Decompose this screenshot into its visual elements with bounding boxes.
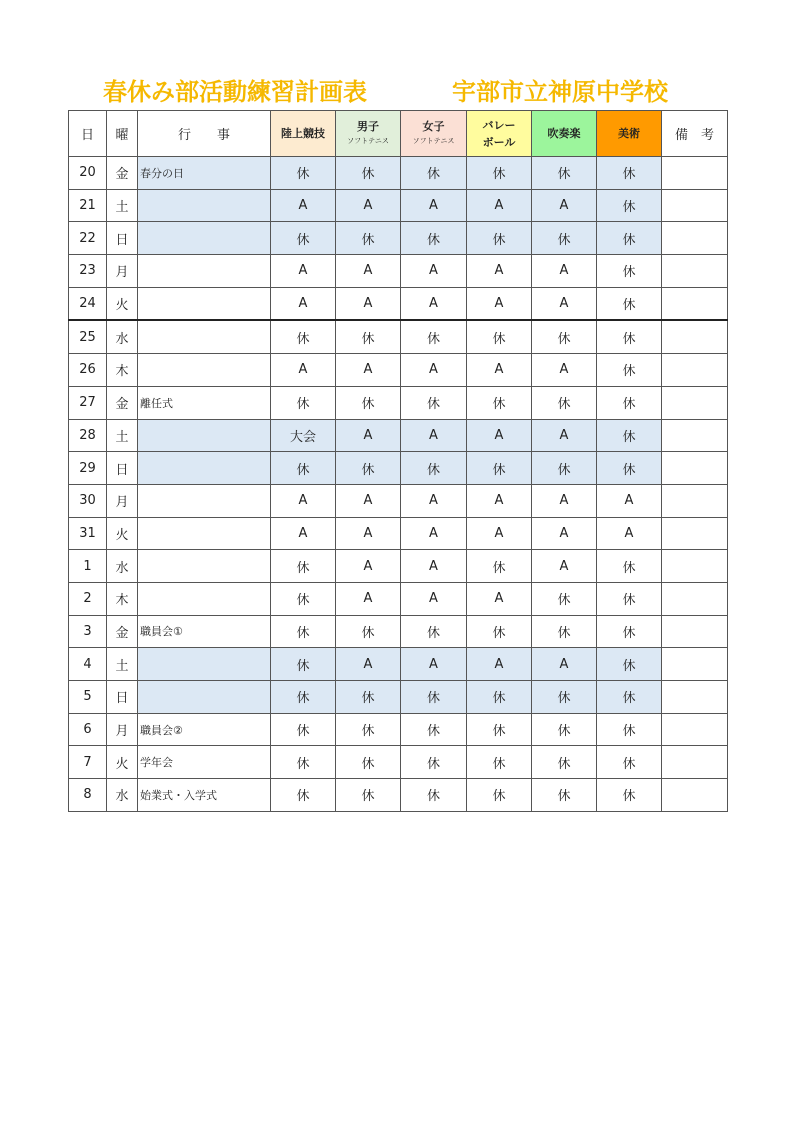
event-cell: 学年会 (138, 746, 271, 779)
weekday-cell: 土 (107, 648, 138, 681)
club-status-cell: 休 (532, 452, 597, 485)
event-cell (138, 354, 271, 387)
club-status-cell: 休 (271, 648, 336, 681)
notes-cell (662, 452, 728, 485)
club-status-cell: A (401, 484, 467, 517)
weekday-cell: 水 (107, 779, 138, 812)
club-status-cell: 休 (401, 746, 467, 779)
club-name: 男子 (357, 119, 379, 133)
table-row (69, 320, 728, 353)
notes-cell (662, 550, 728, 583)
club-status-cell: A (336, 484, 401, 517)
club-status-cell: 休 (271, 452, 336, 485)
club-status-cell: 休 (532, 746, 597, 779)
day-cell: 29 (69, 452, 107, 485)
club-status-cell: 休 (532, 222, 597, 255)
club-status-cell: A (271, 484, 336, 517)
notes-cell (662, 484, 728, 517)
club-status-cell: A (597, 484, 662, 517)
club-status-cell: A (597, 517, 662, 550)
day-cell: 2 (69, 582, 107, 615)
club-status-cell: A (467, 287, 532, 320)
header-club-girls-tennis (401, 111, 467, 157)
event-cell: 職員会① (138, 615, 271, 648)
header-club-volleyball (467, 111, 532, 157)
club-status-cell: 休 (467, 452, 532, 485)
table-row (69, 386, 728, 419)
schedule-table (68, 110, 728, 812)
day-cell: 1 (69, 550, 107, 583)
club-status-cell: 休 (401, 386, 467, 419)
weekday-cell: 金 (107, 615, 138, 648)
club-status-cell: A (401, 189, 467, 222)
weekday-cell: 金 (107, 386, 138, 419)
club-status-cell: 休 (336, 681, 401, 714)
table-row (69, 550, 728, 583)
club-status-cell: 休 (401, 681, 467, 714)
table-row (69, 681, 728, 714)
weekday-cell: 月 (107, 255, 138, 288)
day-cell: 3 (69, 615, 107, 648)
club-status-cell: 休 (467, 615, 532, 648)
notes-cell (662, 419, 728, 452)
club-status-cell: A (271, 287, 336, 320)
notes-cell (662, 681, 728, 714)
weekday-cell: 日 (107, 452, 138, 485)
day-cell: 26 (69, 354, 107, 387)
club-status-cell: A (532, 550, 597, 583)
club-status-cell: A (532, 419, 597, 452)
event-cell: 春分の日 (138, 157, 271, 190)
weekday-cell: 土 (107, 419, 138, 452)
club-status-cell: 休 (532, 779, 597, 812)
club-status-cell: A (271, 189, 336, 222)
club-status-cell: A (401, 550, 467, 583)
table-row (69, 484, 728, 517)
table-row (69, 189, 728, 222)
notes-cell (662, 386, 728, 419)
club-status-cell: A (401, 517, 467, 550)
event-cell (138, 648, 271, 681)
club-status-cell: 休 (597, 222, 662, 255)
club-status-cell: 休 (401, 615, 467, 648)
club-status-cell: A (467, 354, 532, 387)
club-status-cell: 休 (532, 615, 597, 648)
club-status-cell: 休 (597, 713, 662, 746)
notes-cell (662, 615, 728, 648)
header-row (69, 111, 728, 157)
club-status-cell: A (467, 255, 532, 288)
header-weekday: 曜 (107, 111, 138, 157)
notes-cell (662, 779, 728, 812)
event-cell (138, 582, 271, 615)
table-row (69, 582, 728, 615)
day-cell: 8 (69, 779, 107, 812)
weekday-cell: 水 (107, 320, 138, 353)
club-status-cell: 休 (271, 779, 336, 812)
club-status-cell: A (336, 189, 401, 222)
club-status-cell: A (336, 419, 401, 452)
day-cell: 25 (69, 320, 107, 353)
day-cell: 22 (69, 222, 107, 255)
header-club-track (271, 111, 336, 157)
club-status-cell: A (271, 354, 336, 387)
club-status-cell: 休 (597, 189, 662, 222)
day-cell: 28 (69, 419, 107, 452)
club-status-cell: A (467, 582, 532, 615)
club-status-cell: 休 (271, 550, 336, 583)
club-status-cell: A (532, 648, 597, 681)
event-cell: 始業式・入学式 (138, 779, 271, 812)
club-status-cell: A (467, 648, 532, 681)
club-status-cell: 休 (597, 615, 662, 648)
notes-cell (662, 746, 728, 779)
club-status-cell: 休 (597, 354, 662, 387)
table-row (69, 452, 728, 485)
day-cell: 6 (69, 713, 107, 746)
club-status-cell: A (532, 189, 597, 222)
club-status-cell: 休 (271, 746, 336, 779)
club-name: 美術 (618, 126, 640, 140)
club-status-cell: 休 (401, 222, 467, 255)
club-status-cell: 休 (271, 713, 336, 746)
club-status-cell: 休 (401, 157, 467, 190)
event-cell (138, 452, 271, 485)
club-status-cell: A (401, 255, 467, 288)
club-name: 女子 (422, 119, 445, 133)
club-status-cell: A (532, 517, 597, 550)
club-status-cell: 休 (271, 615, 336, 648)
table-row (69, 419, 728, 452)
club-status-cell: A (467, 517, 532, 550)
day-cell: 30 (69, 484, 107, 517)
club-subname: ソフトテニス (412, 136, 455, 145)
club-status-cell: 休 (467, 713, 532, 746)
schedule-title: 春休み部活動練習計画表 (103, 78, 367, 106)
club-status-cell: A (467, 484, 532, 517)
table-row (69, 615, 728, 648)
club-status-cell: A (336, 648, 401, 681)
weekday-cell: 日 (107, 681, 138, 714)
event-cell (138, 189, 271, 222)
table-row (69, 517, 728, 550)
club-status-cell: 休 (532, 157, 597, 190)
header-club-boys-tennis (336, 111, 401, 157)
club-status-cell: 休 (271, 582, 336, 615)
weekday-cell: 火 (107, 287, 138, 320)
club-status-cell: 休 (467, 157, 532, 190)
club-status-cell: A (336, 517, 401, 550)
club-status-cell: 休 (271, 320, 336, 353)
club-status-cell: A (401, 419, 467, 452)
club-status-cell: 休 (597, 648, 662, 681)
event-cell (138, 550, 271, 583)
weekday-cell: 火 (107, 746, 138, 779)
club-status-cell: 休 (532, 713, 597, 746)
club-status-cell: 休 (271, 157, 336, 190)
page-title (0, 72, 800, 108)
club-status-cell: 休 (336, 222, 401, 255)
weekday-cell: 水 (107, 550, 138, 583)
club-status-cell: 休 (597, 320, 662, 353)
notes-cell (662, 255, 728, 288)
table-row (69, 287, 728, 320)
header-day: 日 (69, 111, 107, 157)
club-status-cell: 休 (597, 287, 662, 320)
day-cell: 23 (69, 255, 107, 288)
club-status-cell: 休 (467, 779, 532, 812)
club-status-cell: 休 (336, 452, 401, 485)
notes-cell (662, 354, 728, 387)
club-status-cell: 休 (336, 615, 401, 648)
club-status-cell: A (532, 484, 597, 517)
club-name: 吹奏楽 (547, 126, 581, 140)
club-status-cell: 休 (597, 419, 662, 452)
club-status-cell: A (336, 255, 401, 288)
table-row (69, 648, 728, 681)
club-status-cell: A (532, 255, 597, 288)
club-status-cell: 休 (597, 452, 662, 485)
table-row (69, 746, 728, 779)
club-status-cell: 休 (271, 222, 336, 255)
club-name: 陸上競技 (281, 126, 325, 140)
club-status-cell: 休 (597, 157, 662, 190)
event-cell: 離任式 (138, 386, 271, 419)
notes-cell (662, 320, 728, 353)
table-row (69, 222, 728, 255)
club-status-cell: 休 (597, 255, 662, 288)
club-status-cell: 休 (532, 320, 597, 353)
table-row (69, 354, 728, 387)
club-status-cell: A (336, 550, 401, 583)
event-cell (138, 419, 271, 452)
club-status-cell: 休 (597, 746, 662, 779)
club-status-cell: 休 (467, 222, 532, 255)
header-club-art (597, 111, 662, 157)
school-name: 宇部市立神原中学校 (452, 78, 668, 106)
club-status-cell: 休 (336, 320, 401, 353)
club-status-cell: 休 (401, 452, 467, 485)
club-status-cell: 休 (532, 386, 597, 419)
club-status-cell: A (401, 287, 467, 320)
club-status-cell: 休 (597, 386, 662, 419)
club-status-cell: A (467, 419, 532, 452)
header-club-brass-band (532, 111, 597, 157)
club-status-cell: 休 (532, 681, 597, 714)
weekday-cell: 木 (107, 354, 138, 387)
event-cell (138, 484, 271, 517)
club-status-cell: 休 (597, 681, 662, 714)
event-cell (138, 222, 271, 255)
day-cell: 31 (69, 517, 107, 550)
club-status-cell: 休 (336, 713, 401, 746)
header-notes: 備 考 (662, 111, 728, 157)
club-status-cell: A (401, 648, 467, 681)
club-status-cell: 休 (401, 779, 467, 812)
club-status-cell: 休 (336, 157, 401, 190)
table-row (69, 255, 728, 288)
club-status-cell: 休 (532, 582, 597, 615)
weekday-cell: 月 (107, 484, 138, 517)
notes-cell (662, 157, 728, 190)
club-status-cell: 休 (467, 746, 532, 779)
club-name: バレー (482, 118, 516, 132)
club-status-cell: A (336, 582, 401, 615)
event-cell (138, 681, 271, 714)
day-cell: 21 (69, 189, 107, 222)
club-status-cell: A (532, 287, 597, 320)
notes-cell (662, 189, 728, 222)
day-cell: 24 (69, 287, 107, 320)
club-status-cell: A (401, 354, 467, 387)
weekday-cell: 土 (107, 189, 138, 222)
day-cell: 5 (69, 681, 107, 714)
club-status-cell: 休 (336, 779, 401, 812)
notes-cell (662, 287, 728, 320)
table-row (69, 779, 728, 812)
event-cell (138, 287, 271, 320)
club-status-cell: 休 (597, 779, 662, 812)
club-status-cell: 休 (401, 320, 467, 353)
weekday-cell: 日 (107, 222, 138, 255)
club-status-cell: A (336, 287, 401, 320)
club-status-cell: 休 (336, 746, 401, 779)
weekday-cell: 月 (107, 713, 138, 746)
table-row (69, 157, 728, 190)
event-cell (138, 517, 271, 550)
notes-cell (662, 713, 728, 746)
notes-cell (662, 582, 728, 615)
club-status-cell: 休 (467, 681, 532, 714)
club-status-cell: A (401, 582, 467, 615)
club-status-cell: A (271, 255, 336, 288)
day-cell: 27 (69, 386, 107, 419)
weekday-cell: 金 (107, 157, 138, 190)
day-cell: 4 (69, 648, 107, 681)
event-cell (138, 320, 271, 353)
notes-cell (662, 648, 728, 681)
club-status-cell: A (336, 354, 401, 387)
club-status-cell: 休 (271, 386, 336, 419)
club-name-line2: ボール (482, 135, 516, 149)
club-status-cell: 休 (467, 320, 532, 353)
club-status-cell: A (532, 354, 597, 387)
club-status-cell: 休 (597, 582, 662, 615)
header-event: 行 事 (138, 111, 271, 157)
club-status-cell: A (271, 517, 336, 550)
table-row (69, 713, 728, 746)
club-status-cell: 休 (467, 386, 532, 419)
club-status-cell: 休 (597, 550, 662, 583)
club-subname: ソフトテニス (347, 136, 389, 145)
club-status-cell: 休 (271, 681, 336, 714)
club-status-cell: 休 (467, 550, 532, 583)
club-status-cell: 大会 (271, 419, 336, 452)
weekday-cell: 火 (107, 517, 138, 550)
club-status-cell: A (467, 189, 532, 222)
club-status-cell: 休 (336, 386, 401, 419)
day-cell: 20 (69, 157, 107, 190)
event-cell: 職員会② (138, 713, 271, 746)
weekday-cell: 木 (107, 582, 138, 615)
notes-cell (662, 517, 728, 550)
notes-cell (662, 222, 728, 255)
club-status-cell: 休 (401, 713, 467, 746)
day-cell: 7 (69, 746, 107, 779)
event-cell (138, 255, 271, 288)
